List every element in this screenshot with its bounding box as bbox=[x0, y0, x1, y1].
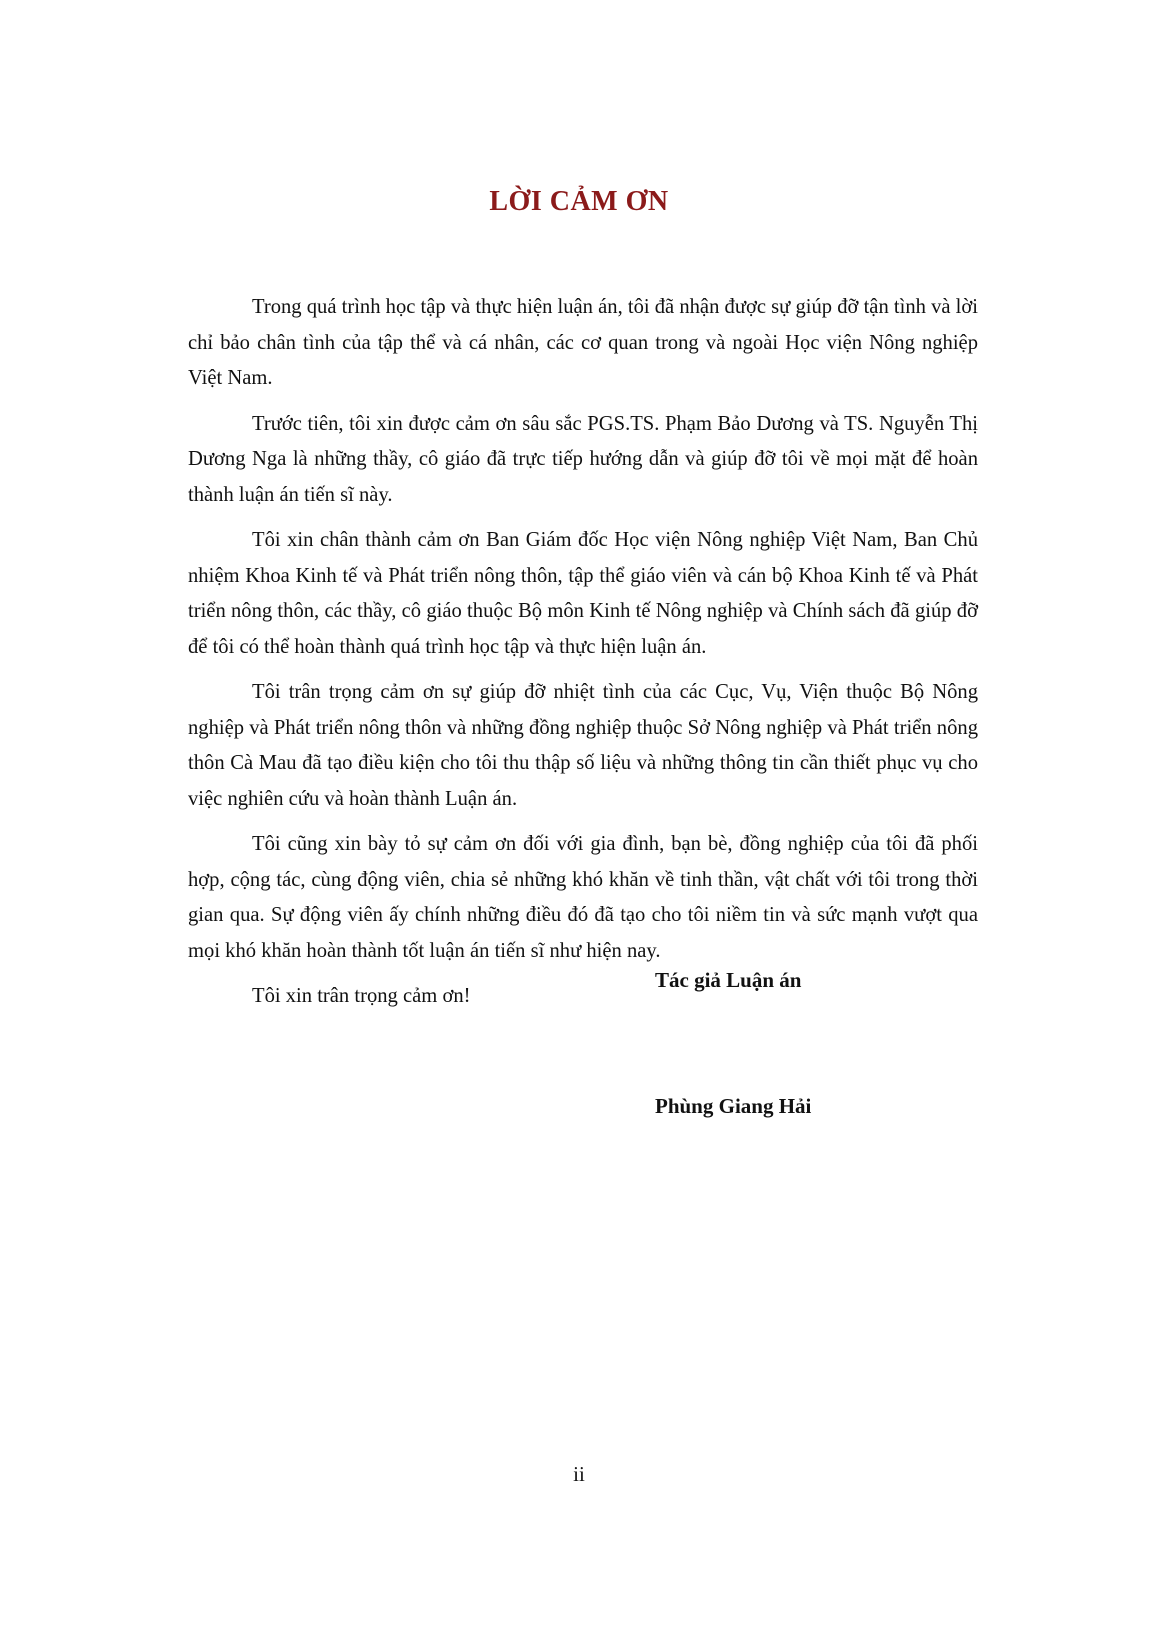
page-number: ii bbox=[573, 1462, 585, 1486]
paragraph-academy: Tôi xin chân thành cảm ơn Ban Giám đốc Học viện Nông nghiệp Việt Nam, Ban Chủ nhiệm Khoa Kinh tế và Phát triển nông thôn, tập thể giáo viên và cán bộ Khoa Kinh tế và Phát triển nông thôn, các thầy, cô giáo thuộc Bộ môn Kinh tế Nông nghiệp và Chính sách đã giúp đỡ để tôi có thể hoàn thành quá trình học tập và thực hiện luận án. bbox=[188, 529, 978, 658]
acknowledgement-body bbox=[188, 290, 978, 1015]
paragraph-advisors: Trước tiên, tôi xin được cảm ơn sâu sắc PGS.TS. Phạm Bảo Dương và TS. Nguyễn Thị Dương Nga là những thầy, cô giáo đã trực tiếp hướng dẫn và giúp đỡ tôi về mọi mặt để hoàn thành luận án tiến sĩ này. bbox=[188, 412, 978, 506]
author-name: Phùng Giang Hải bbox=[655, 1094, 812, 1118]
paragraph-intro: Trong quá trình học tập và thực hiện luận án, tôi đã nhận được sự giúp đỡ tận tình và lời chỉ bảo chân tình của tập thể và cá nhân, các cơ quan trong và ngoài Học viện Nông nghiệp Việt Nam. bbox=[188, 296, 978, 389]
paragraph-family: Tôi cũng xin bày tỏ sự cảm ơn đối với gia đình, bạn bè, đồng nghiệp của tôi đã phối hợp, cộng tác, cùng động viên, chia sẻ những khó khăn về tinh thần, vật chất với tôi trong thời gian qua. Sự động viên ấy chính những điều đó đã tạo cho tôi niềm tin và sức mạnh vượt qua mọi khó khăn hoàn thành tốt luận án tiến sĩ như hiện nay. bbox=[188, 833, 978, 962]
closing-line: Tôi xin trân trọng cảm ơn! bbox=[252, 985, 471, 1007]
page-title: LỜI CẢM ƠN bbox=[489, 186, 669, 217]
author-role: Tác giả Luận án bbox=[655, 968, 802, 992]
paragraph-ministry: Tôi trân trọng cảm ơn sự giúp đỡ nhiệt tình của các Cục, Vụ, Viện thuộc Bộ Nông nghiệp và Phát triển nông thôn và những đồng nghiệp thuộc Sở Nông nghiệp và Phát triển nông thôn Cà Mau đã tạo điều kiện cho tôi thu thập số liệu và những thông tin cần thiết phục vụ cho việc nghiên cứu và hoàn thành Luận án. bbox=[188, 681, 978, 810]
